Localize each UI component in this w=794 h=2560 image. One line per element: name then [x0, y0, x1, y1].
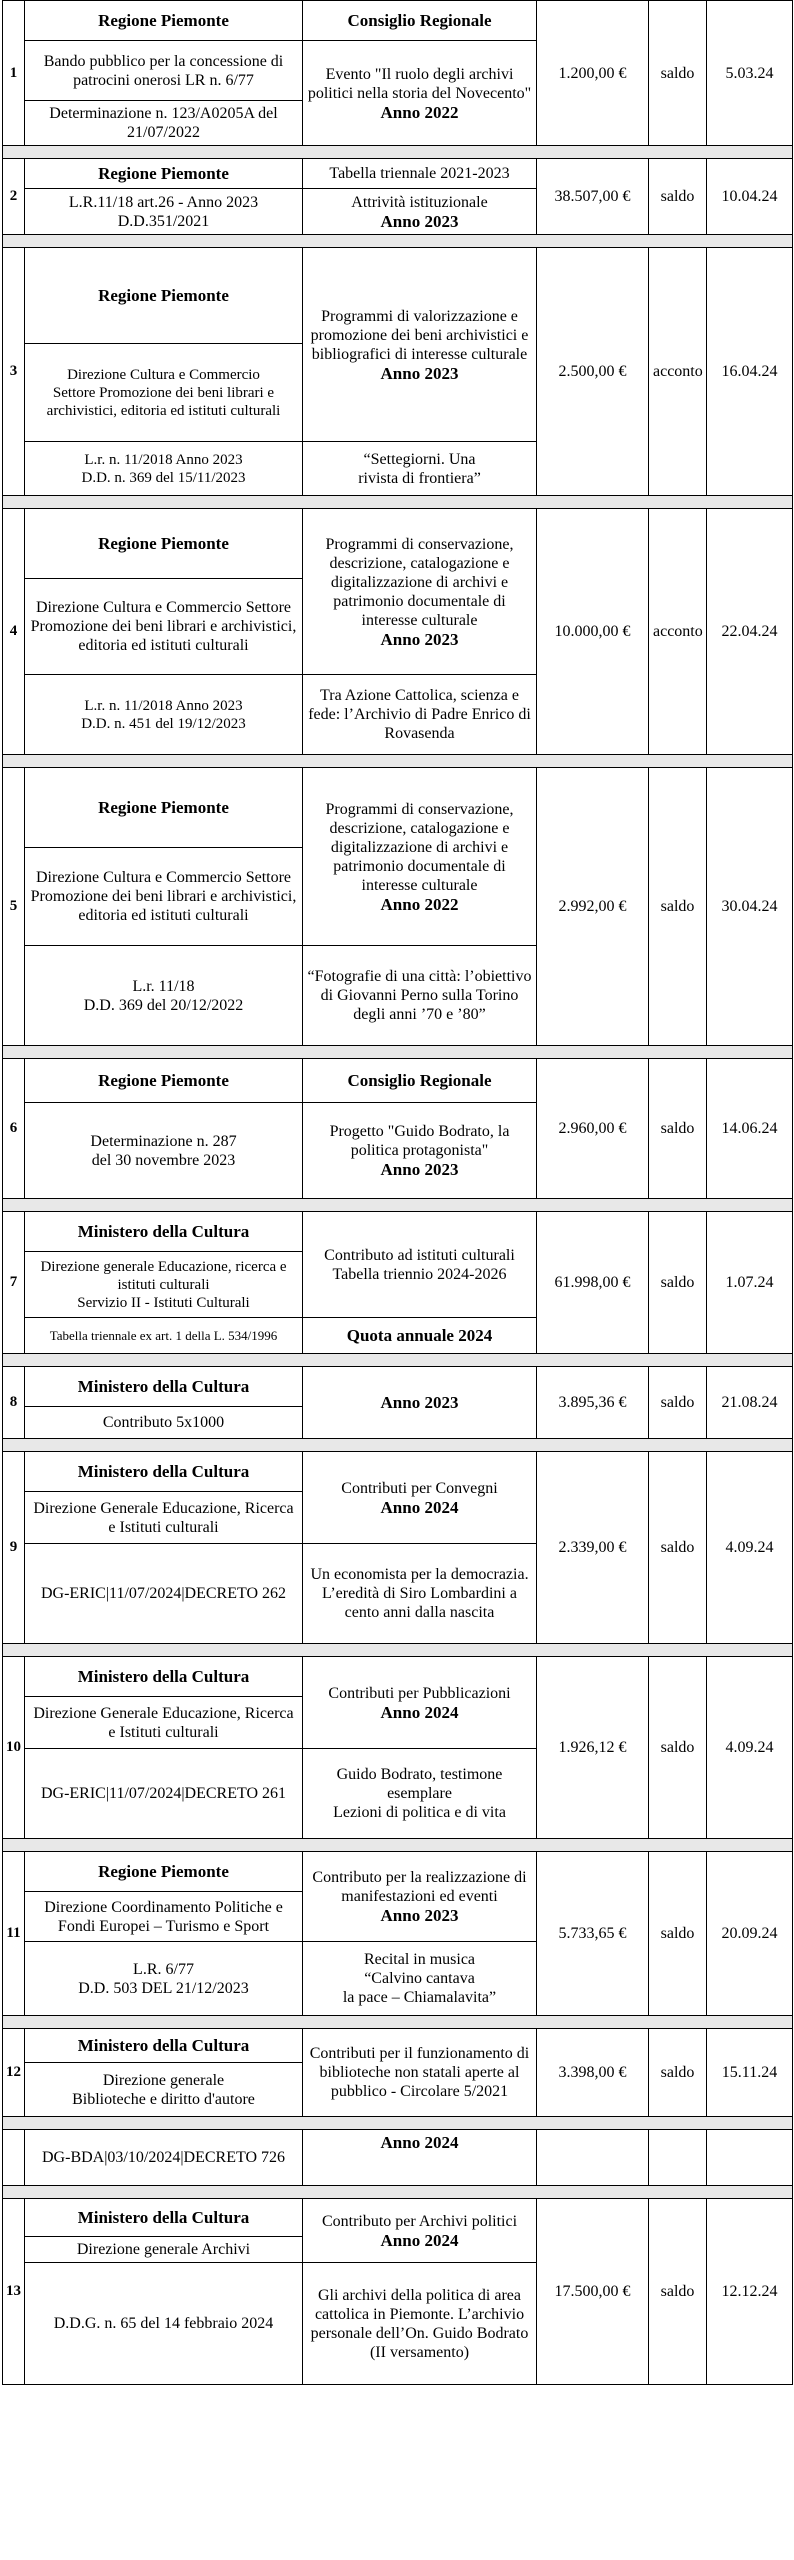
- contributions-sheet: [2, 0, 792, 2385]
- row-separator: [3, 1439, 793, 1452]
- program-detail: [303, 189, 537, 235]
- row-separator: [3, 1354, 793, 1367]
- project-title: Tra Azione Cattolica, scienza e fede: l’Archivio di Padre Enrico di Rovasenda: [303, 675, 537, 755]
- project-title-line: Recital in musica: [363, 1951, 476, 1968]
- funder-reference: DG-ERIC|11/07/2024|DECRETO 261: [25, 1749, 303, 1839]
- program-detail: Contributi per il funzionamento di biblioteche non statali aperte al pubblico - Circolare 5/2021: [303, 2029, 537, 2117]
- funder-direction: Direzione Cultura e Commercio: [67, 366, 260, 383]
- funder-sector: Settore Promozione dei beni librari e archivistici, editoria ed istituti culturali: [46, 384, 281, 419]
- program-detail: [303, 41, 537, 146]
- funder-law: L.r. n. 11/2018 Anno 2023: [84, 697, 243, 714]
- funder-name: Regione Piemonte: [25, 159, 303, 189]
- row-number: 12: [3, 2029, 25, 2117]
- row-number: 4: [3, 509, 25, 755]
- program-description: Programmi di valorizzazione e promozione dei beni archivistici e bibliografici di interesse culturale: [310, 307, 529, 363]
- funder-detail: Direzione Generale Educazione, Ricerca e Istituti culturali: [25, 1492, 303, 1544]
- funder-reference: Tabella triennale ex art. 1 della L. 534/1996: [25, 1318, 303, 1354]
- project-title: [303, 946, 537, 1046]
- amount: 3.398,00 €: [537, 2029, 649, 2117]
- payment-date: 30.04.24: [707, 768, 793, 1046]
- table-row: [3, 1, 793, 41]
- program-detail: [303, 248, 537, 442]
- funder-name: Regione Piemonte: [25, 1059, 303, 1103]
- program-detail: [303, 2199, 537, 2263]
- funder-name: Ministero della Cultura: [25, 1212, 303, 1252]
- row-separator: [3, 2016, 793, 2029]
- funder-name: Ministero della Cultura: [25, 2199, 303, 2237]
- project-subtitle: Lezioni di politica e di vita: [333, 1804, 506, 1821]
- program-detail: [303, 1657, 537, 1749]
- funder-name: Regione Piemonte: [25, 768, 303, 848]
- funder-law: L.R. 6/77: [133, 1960, 194, 1978]
- payment-type: saldo: [649, 768, 707, 1046]
- funder-name: Ministero della Cultura: [25, 1367, 303, 1407]
- table-row: [3, 2029, 793, 2063]
- row-separator: [3, 1046, 793, 1059]
- project-title-line: rivista di frontiera”: [358, 469, 481, 487]
- payment-type: saldo: [649, 2029, 707, 2117]
- funder-detail: [25, 189, 303, 235]
- table-row: [3, 2130, 793, 2186]
- payment-type: saldo: [649, 1852, 707, 2016]
- program-title: Tabella triennale 2021-2023: [303, 159, 537, 189]
- row-separator: [3, 235, 793, 248]
- program-year: Anno 2023: [380, 1906, 459, 1925]
- funder-decree: Determinazione n. 287: [90, 1132, 237, 1150]
- project-title: Gli archivi della politica di area cattolica in Piemonte. L’archivio personale dell’On. Guido Bodrato (II versamento): [303, 2263, 537, 2385]
- row-separator: [3, 1839, 793, 1852]
- program-year: Anno 2023: [380, 363, 459, 383]
- row-number: 3: [3, 248, 25, 496]
- funder-detail: [25, 344, 303, 442]
- program-year: Anno 2023: [380, 211, 459, 231]
- funder-direction: Direzione generale: [102, 2071, 225, 2089]
- funder-reference: [25, 1103, 303, 1199]
- funder-reference: [25, 442, 303, 496]
- program-year: Anno 2024: [303, 2130, 537, 2186]
- row-separator: [3, 496, 793, 509]
- project-title-line: “Settegiorni. Una: [363, 450, 476, 468]
- project-title-line: Guido Bodrato, testimone esemplare: [336, 1766, 503, 1802]
- funder-name: Ministero della Cultura: [25, 1657, 303, 1697]
- funder-name: Regione Piemonte: [25, 1852, 303, 1892]
- program-year: Anno 2024: [380, 1497, 459, 1517]
- program-detail: [303, 1212, 537, 1318]
- program-description: Attrività istituzionale: [351, 193, 488, 211]
- table-row: [3, 159, 793, 189]
- payment-date: 12.12.24: [707, 2199, 793, 2385]
- payment-date: 16.04.24: [707, 248, 793, 496]
- project-title: Un economista per la democrazia. L’eredità di Siro Lombardini a cento anni dalla nascita: [303, 1544, 537, 1644]
- row-separator: [3, 755, 793, 768]
- project-title-line: degli anni ’70 e ’80”: [353, 1006, 486, 1023]
- table-row: [3, 1367, 793, 1407]
- payment-type: acconto: [649, 509, 707, 755]
- funder-law: L.R.11/18 art.26 - Anno 2023: [68, 193, 259, 211]
- program-description: Programmi di conservazione, descrizione, catalogazione e digitalizzazione di archivi e patrimonio documentale di interesse culturale: [325, 800, 514, 894]
- funder-name: Regione Piemonte: [25, 1, 303, 41]
- funder-service: Servizio II - Istituti Culturali: [77, 1294, 250, 1311]
- payment-date-empty: [707, 2130, 793, 2186]
- payment-type: saldo: [649, 1367, 707, 1439]
- program-detail: [303, 768, 537, 946]
- row-number: 2: [3, 159, 25, 235]
- row-separator: [3, 2117, 793, 2130]
- funder-name: Ministero della Cultura: [25, 2029, 303, 2063]
- payment-type: saldo: [649, 1, 707, 146]
- program-description: Contributi per Convegni: [341, 1479, 498, 1497]
- program-year: Anno 2023: [303, 1367, 537, 1439]
- table-row: [3, 1452, 793, 1492]
- program-table: Tabella triennio 2024-2026: [332, 1265, 507, 1283]
- row-separator: [3, 1644, 793, 1657]
- program-description: Progetto "Guido Bodrato, la politica protagonista": [329, 1123, 510, 1159]
- funder-law: L.r. n. 11/2018 Anno 2023: [84, 451, 243, 468]
- funder-detail: Direzione Coordinamento Politiche e Fondi Europei – Turismo e Sport: [25, 1892, 303, 1942]
- program-description: Evento "Il ruolo degli archivi politici nella storia del Novecento": [307, 65, 532, 102]
- program-year: Quota annuale 2024: [303, 1318, 537, 1354]
- contributions-table: [2, 0, 793, 2385]
- project-title: [303, 442, 537, 496]
- funder-decree-date: del 30 novembre 2023: [91, 1151, 236, 1169]
- amount: 2.960,00 €: [537, 1059, 649, 1199]
- funder-detail: Direzione generale Archivi: [25, 2237, 303, 2263]
- program-description: Contributo per la realizzazione di manifestazioni ed eventi: [312, 1869, 527, 1905]
- table-row: [3, 2199, 793, 2237]
- row-number: 1: [3, 1, 25, 146]
- program-year: Anno 2024: [380, 2230, 459, 2250]
- funder-detail: Direzione Cultura e Commercio Settore Promozione dei beni librari e archivistici, editoria ed istituti culturali: [25, 579, 303, 675]
- funder-decree: D.D. n. 451 del 19/12/2023: [81, 715, 246, 732]
- funder-name: Regione Piemonte: [25, 248, 303, 344]
- row-separator: [3, 2186, 793, 2199]
- table-row: [3, 248, 793, 344]
- funder-detail: Bando pubblico per la concessione di patrocini onerosi LR n. 6/77: [25, 41, 303, 101]
- funder-decree: D.D. 369 del 20/12/2022: [83, 996, 244, 1014]
- payment-date: 4.09.24: [707, 1657, 793, 1839]
- funder-detail: [25, 2063, 303, 2117]
- payment-date: 1.07.24: [707, 1212, 793, 1354]
- funder-law: L.r. 11/18: [132, 977, 195, 995]
- amount: 1.926,12 €: [537, 1657, 649, 1839]
- payment-type: saldo: [649, 159, 707, 235]
- program-detail: [303, 509, 537, 675]
- funder-reference: [25, 675, 303, 755]
- program-title: Consiglio Regionale: [303, 1, 537, 41]
- program-description: Contributo per Archivi politici: [321, 2212, 518, 2230]
- amount: 3.895,36 €: [537, 1367, 649, 1439]
- row-number: 9: [3, 1452, 25, 1644]
- payment-date: 20.09.24: [707, 1852, 793, 2016]
- funder-reference: DG-BDA|03/10/2024|DECRETO 726: [25, 2130, 303, 2186]
- program-description: Programmi di conservazione, descrizione, catalogazione e digitalizzazione di archivi e patrimonio documentale di interesse culturale: [325, 535, 514, 629]
- program-year: Anno 2022: [380, 894, 459, 914]
- funder-detail: Direzione Cultura e Commercio Settore Promozione dei beni librari e archivistici, editoria ed istituti culturali: [25, 848, 303, 946]
- funder-reference: DG-ERIC|11/07/2024|DECRETO 262: [25, 1544, 303, 1644]
- project-title: [303, 1942, 537, 2016]
- project-title-line: la pace – Chiamalavita”: [342, 1989, 497, 2006]
- payment-type-empty: [649, 2130, 707, 2186]
- funder-reference: D.D.G. n. 65 del 14 febbraio 2024: [25, 2263, 303, 2385]
- payment-type: saldo: [649, 2199, 707, 2385]
- funder-decree: D.D. n. 369 del 15/11/2023: [81, 469, 246, 486]
- amount: 38.507,00 €: [537, 159, 649, 235]
- payment-type: saldo: [649, 1452, 707, 1644]
- payment-date: 21.08.24: [707, 1367, 793, 1439]
- payment-date: 14.06.24: [707, 1059, 793, 1199]
- row-number: 8: [3, 1367, 25, 1439]
- payment-date: 22.04.24: [707, 509, 793, 755]
- funder-decree: D.D. 503 DEL 21/12/2023: [78, 1979, 249, 1997]
- amount: 5.733,65 €: [537, 1852, 649, 2016]
- project-title: [303, 1749, 537, 1839]
- project-title-line: “Calvino cantava: [364, 1970, 475, 1987]
- payment-date: 5.03.24: [707, 1, 793, 146]
- funder-name: Ministero della Cultura: [25, 1452, 303, 1492]
- payment-type: saldo: [649, 1657, 707, 1839]
- row-number: 13: [3, 2199, 25, 2385]
- amount: 1.200,00 €: [537, 1, 649, 146]
- row-number-empty: [3, 2130, 25, 2186]
- program-year: Anno 2022: [380, 102, 459, 122]
- amount: 61.998,00 €: [537, 1212, 649, 1354]
- payment-date: 4.09.24: [707, 1452, 793, 1644]
- table-row: [3, 1852, 793, 1892]
- amount: 2.992,00 €: [537, 768, 649, 1046]
- row-number: 7: [3, 1212, 25, 1354]
- funder-reference: Determinazione n. 123/A0205A del 21/07/2022: [25, 101, 303, 146]
- funder-direction: Direzione generale Educazione, ricerca e istituti culturali: [40, 1258, 287, 1293]
- table-row: [3, 1059, 793, 1103]
- funder-detail: Direzione Generale Educazione, Ricerca e Istituti culturali: [25, 1697, 303, 1749]
- row-number: 11: [3, 1852, 25, 2016]
- table-row: [3, 1212, 793, 1252]
- funder-detail: [25, 1252, 303, 1318]
- row-number: 5: [3, 768, 25, 1046]
- amount: 10.000,00 €: [537, 509, 649, 755]
- funder-reference: D.D.351/2021: [117, 212, 210, 230]
- amount-empty: [537, 2130, 649, 2186]
- row-number: 6: [3, 1059, 25, 1199]
- row-separator: [3, 146, 793, 159]
- funder-name: Regione Piemonte: [25, 509, 303, 579]
- payment-date: 15.11.24: [707, 2029, 793, 2117]
- program-year: Anno 2023: [380, 1160, 459, 1179]
- program-detail: [303, 1103, 537, 1199]
- program-description: Contributi per Pubblicazioni: [328, 1684, 511, 1702]
- amount: 2.339,00 €: [537, 1452, 649, 1644]
- program-year: Anno 2024: [380, 1702, 459, 1722]
- amount: 2.500,00 €: [537, 248, 649, 496]
- program-detail: [303, 1852, 537, 1942]
- program-year: Anno 2023: [380, 629, 459, 649]
- row-separator: [3, 1199, 793, 1212]
- payment-type: acconto: [649, 248, 707, 496]
- table-row: [3, 509, 793, 579]
- program-detail: [303, 1452, 537, 1544]
- funder-reference: [25, 1942, 303, 2016]
- project-title-line: “Fotografie di una città: l’obiettivo di Giovanni Perno sulla Torino: [307, 968, 532, 1004]
- program-description: Contributo ad istituti culturali: [324, 1246, 515, 1264]
- table-row: [3, 1657, 793, 1697]
- payment-type: saldo: [649, 1059, 707, 1199]
- funder-detail: Contributo 5x1000: [25, 1407, 303, 1439]
- table-row: [3, 768, 793, 848]
- amount: 17.500,00 €: [537, 2199, 649, 2385]
- payment-date: 10.04.24: [707, 159, 793, 235]
- payment-type: saldo: [649, 1212, 707, 1354]
- row-number: 10: [3, 1657, 25, 1839]
- program-title: Consiglio Regionale: [303, 1059, 537, 1103]
- funder-direction-name: Biblioteche e diritto d'autore: [72, 2090, 255, 2108]
- funder-reference: [25, 946, 303, 1046]
